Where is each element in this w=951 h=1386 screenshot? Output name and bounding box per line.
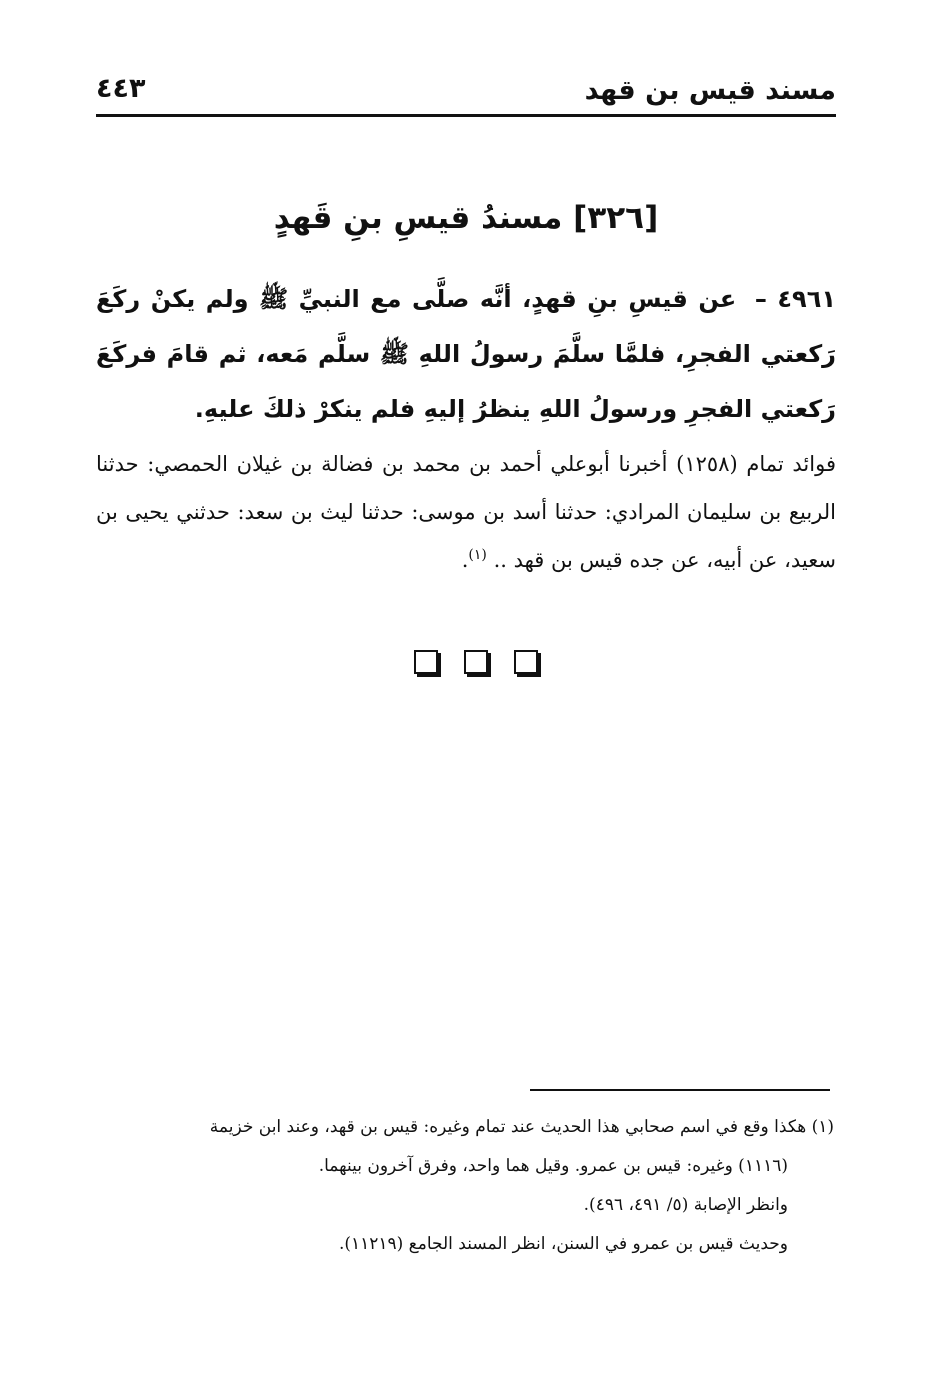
running-title: مسند قيس بن قهد	[584, 75, 836, 106]
page-number: ٤٤٣	[96, 73, 146, 104]
footnote-line: (١١١٦) وغيره: قيس بن عمرو. وقيل هما واحد، وفرق آخرون بينهما.	[318, 1156, 788, 1176]
footnote-line: (١) هكذا وقع في اسم صحابي هذا الحديث عند تمام وغيره: قيس بن قهد، وعند ابن خزيمة	[209, 1117, 834, 1137]
hadith-text: عن قيسِ بنِ قهدٍ، أنَّه صلَّى مع النبيِّ ﷺ ولم يكنْ ركَعَ رَكعتي الفجرِ، فلمَّا سلَّمَ رسولُ اللهِ ﷺ سلَّم مَعه، ثم قامَ فركَعَ رَكعتي الفجرِ ورسولُ اللهِ ينظرُ إليهِ فلم ينكرْ ذلكَ عليهِ.	[96, 285, 836, 423]
footnote-line: وحديث قيس بن عمرو في السنن، انظر المسند الجامع (١١٢١٩).	[338, 1234, 788, 1254]
isnad-end: .	[461, 548, 469, 572]
ornament-box	[414, 650, 438, 674]
header-rule	[96, 114, 836, 117]
isnad-text: فوائد تمام (١٢٥٨) أخبرنا أبوعلي أحمد بن محمد بن فضالة بن غيلان الحمصي: حدثنا الربيع بن سليمان المرادي: حدثنا أسد بن موسى: حدثنا ليث بن سعد: حدثني يحيى بن سعيد، عن أبيه، عن جده قيس بن قهد ..	[96, 452, 836, 572]
section-heading: [٣٢٦] مسندُ قيسِ بنِ قَهدٍ	[273, 200, 659, 236]
ornament-box	[514, 650, 538, 674]
hadith-text-block	[96, 272, 836, 437]
ornament-box	[464, 650, 488, 674]
running-header	[96, 66, 836, 116]
section-end-ornament	[0, 650, 951, 674]
footnotes	[96, 1108, 834, 1264]
hadith-number: ٤٩٦١ –	[754, 285, 836, 313]
footnote-reference: (١)	[468, 547, 487, 563]
footnote-separator	[530, 1089, 830, 1091]
footnote-line: وانظر الإصابة (٥/ ٤٩١، ٤٩٦).	[583, 1195, 788, 1215]
isnad-block	[96, 440, 836, 584]
